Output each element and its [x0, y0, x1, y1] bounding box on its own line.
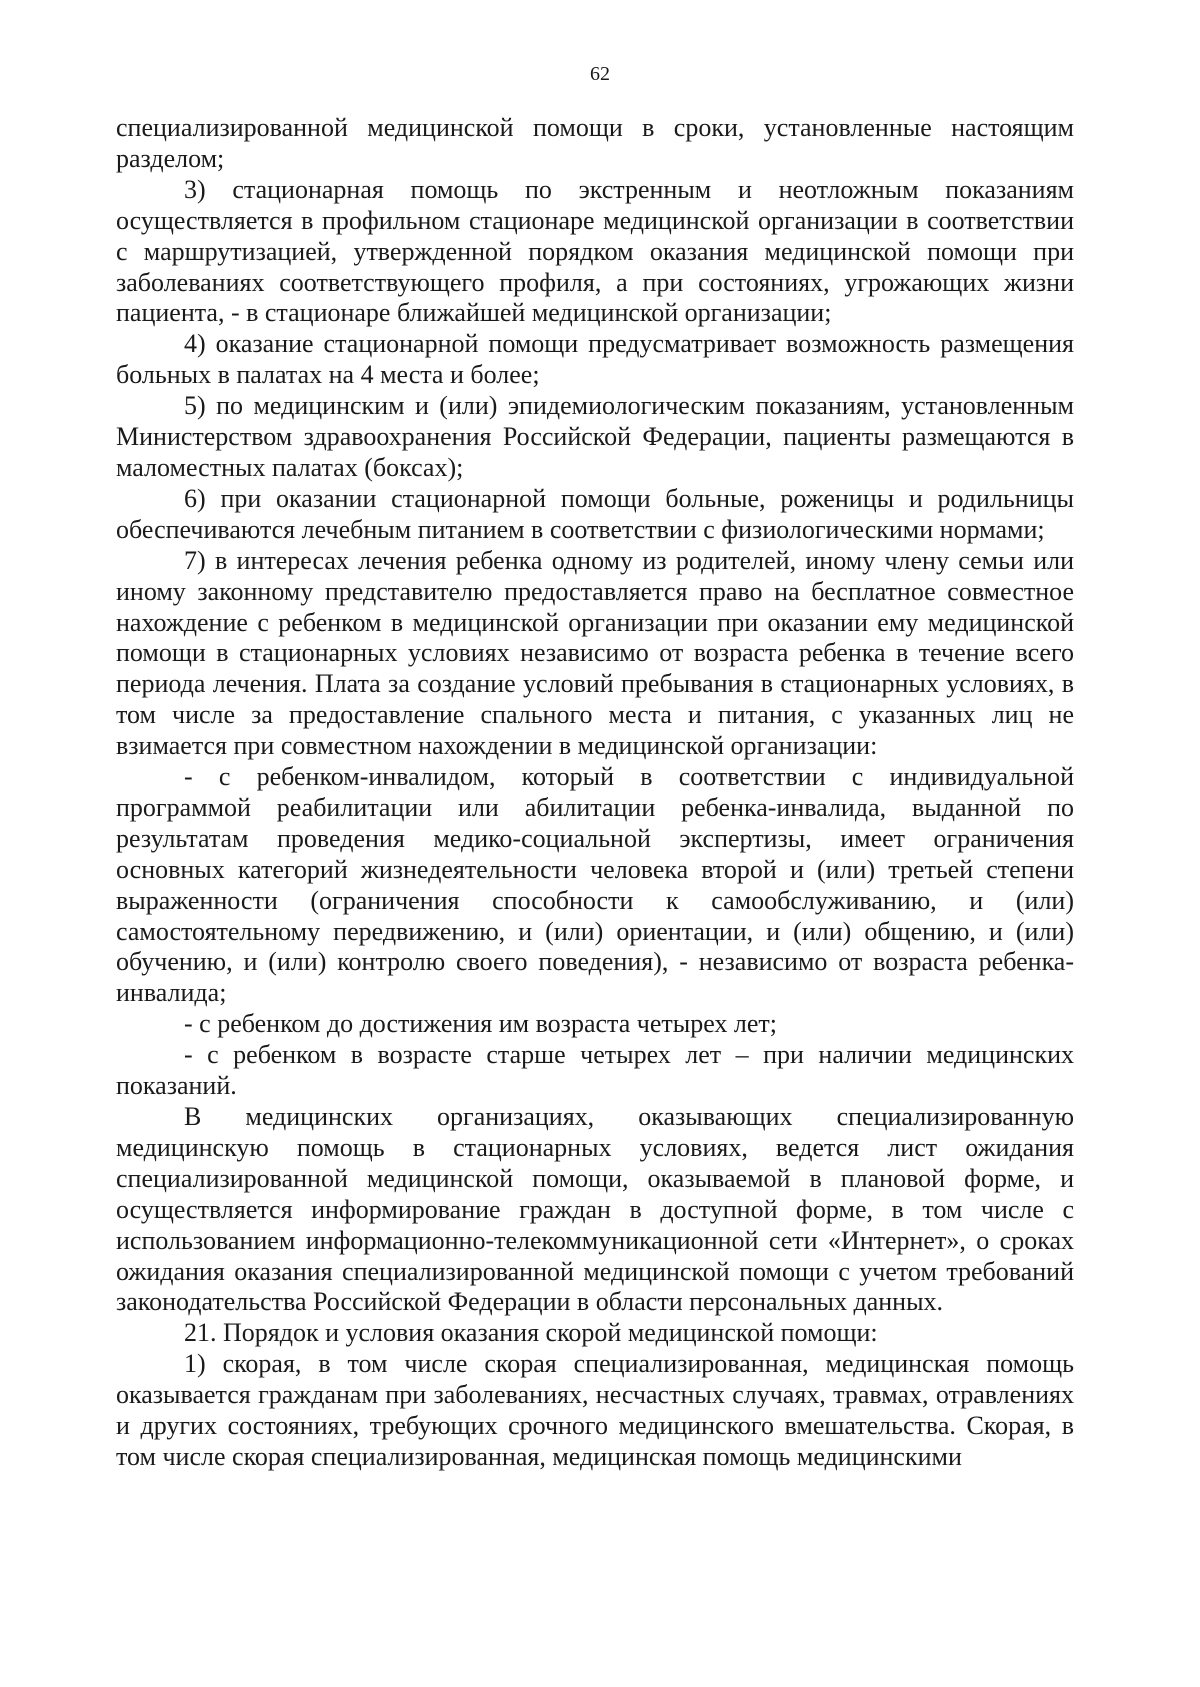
paragraph-item-5: 5) по медицинским и (или) эпидемиологическим показаниям, установленным Министерством здравоохранения Российской Федерации, пациенты размещаются в маломестных палатах (боксах);	[116, 391, 1074, 482]
bullet-child-under-four: - с ребенком до достижения им возраста четырех лет;	[184, 1009, 777, 1039]
paragraph-item-6: 6) при оказании стационарной помощи больные, роженицы и родильницы обеспечиваются лечебным питанием в соответствии с физиологическими нормами;	[116, 483, 1074, 544]
paragraph-waiting-list: В медицинских организациях, оказывающих специализированную медицинскую помощь в стационарных условиях, ведется лист ожидания специализированной медицинской помощи, оказываемой в плановой форме, и осуществляется информирование граждан в доступной форме, в том числе с использованием информационно-телекоммуникационной сети «Интернет», о сроках ожидания оказания специализированной медицинской помощи с учетом требований законодательства Российской Федерации в области персональных данных.	[116, 1102, 1074, 1317]
document-body	[116, 113, 1074, 1473]
paragraph-continuation: специализированной медицинской помощи в сроки, установленные настоящим разделом;	[116, 113, 1074, 173]
section-heading-21: 21. Порядок и условия оказания скорой медицинской помощи:	[184, 1318, 878, 1348]
paragraph-item-1-emergency: 1) скорая, в том числе скорая специализированная, медицинская помощь оказывается гражданам при заболеваниях, несчастных случаях, травмах, отравлениях и других состояниях, требующих срочного медицинского вмешательства. Скорая, в том числе скорая специализированная, медицинская помощь медицинскими	[116, 1349, 1074, 1471]
paragraph-item-7: 7) в интересах лечения ребенка одному из родителей, иному члену семьи или иному законному представителю предоставляется право на бесплатное совместное нахождение с ребенком в медицинской организации при оказании ему медицинской помощи в стационарных условиях независимо от возраста ребенка в течение всего периода лечения. Плата за создание условий пребывания в стационарных условиях, в том числе за предоставление спального места и питания, с указанных лиц не взимается при совместном нахождении в медицинской организации:	[116, 545, 1074, 761]
bullet-child-over-four: - с ребенком в возрасте старше четырех лет – при наличии медицинских показаний.	[116, 1040, 1074, 1101]
paragraph-item-3: 3) стационарная помощь по экстренным и неотложным показаниям осуществляется в профильном стационаре медицинской организации в соответствии с маршрутизацией, утвержденной порядком оказания медицинской помощи при заболеваниях соответствующего профиля, а при состояниях, угрожающих жизни пациента, - в стационаре ближайшей медицинской организации;	[116, 174, 1074, 328]
paragraph-item-4: 4) оказание стационарной помощи предусматривает возможность размещения больных в палатах на 4 места и более;	[116, 329, 1074, 390]
bullet-disabled-child: - с ребенком-инвалидом, который в соответствии с индивидуальной программой реабилитации или абилитации ребенка-инвалида, выданной по результатам проведения медико-социальной экспертизы, имеет ограничения основных категорий жизнедеятельности человека второй и (или) третьей степени выраженности (ограничения способности к самообслуживанию, и (или) самостоятельному передвижению, и (или) ориентации, и (или) общению, и (или) обучению, и (или) контролю своего поведения), - независимо от возраста ребенка-инвалида;	[116, 762, 1074, 1008]
page-number: 62	[590, 63, 610, 85]
